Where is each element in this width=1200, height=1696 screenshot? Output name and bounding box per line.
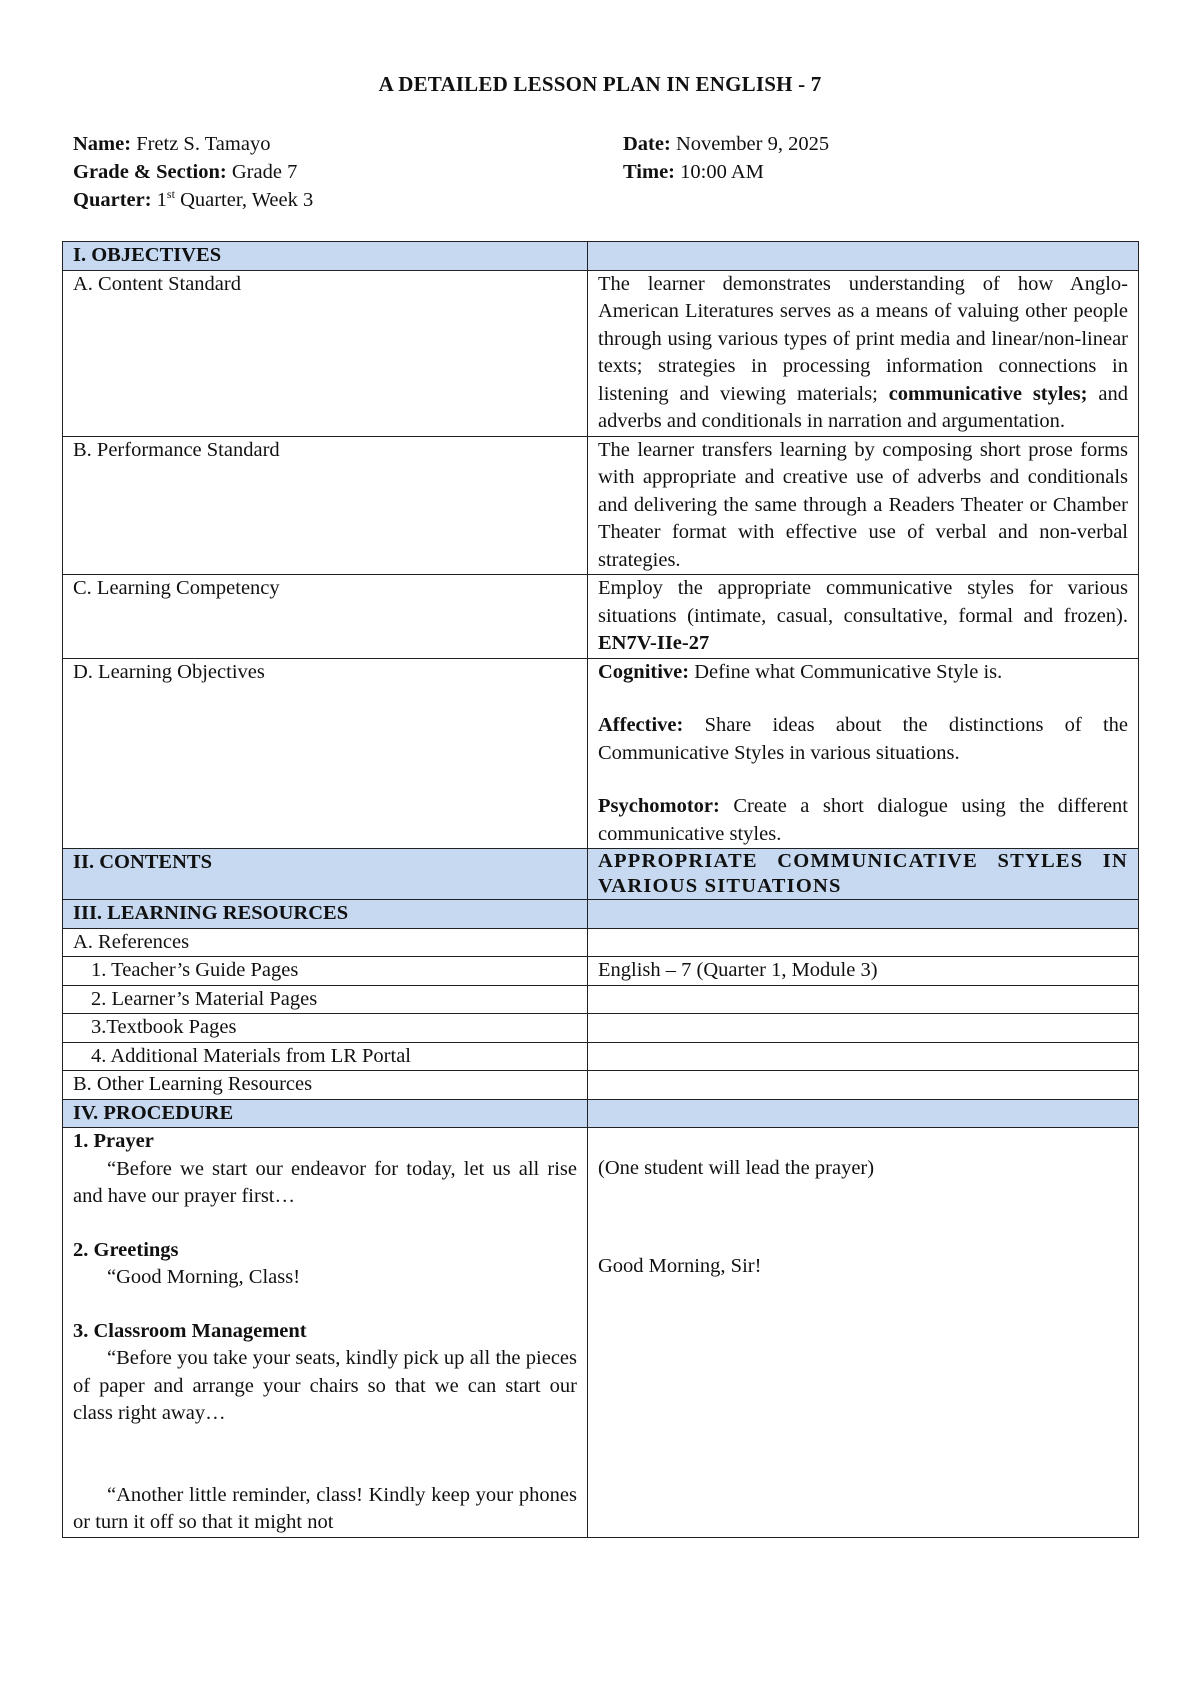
page-title: A DETAILED LESSON PLAN IN ENGLISH - 7 bbox=[378, 72, 822, 96]
cognitive-label: Cognitive: bbox=[598, 660, 690, 683]
additional-materials-blank bbox=[588, 1042, 1139, 1071]
affective-text: Share ideas about the distinctions of the Communicative Styles in various situations. bbox=[598, 714, 1128, 764]
cognitive-text: Define what Communicative Style is. bbox=[689, 660, 1003, 683]
objectives-header: I. OBJECTIVES bbox=[63, 242, 588, 271]
quarter-value: Quarter, Week 3 bbox=[174, 189, 314, 211]
textbook-label: 3.Textbook Pages bbox=[63, 1014, 588, 1043]
procedure-header-blank bbox=[588, 1099, 1139, 1128]
resources-header-blank bbox=[588, 900, 1139, 929]
management-title-text: 3. Classroom Management bbox=[73, 1319, 307, 1342]
quarter-num: 1 bbox=[151, 189, 167, 211]
psychomotor-objective bbox=[598, 793, 1128, 848]
info-right bbox=[623, 130, 829, 186]
objectives-header-blank bbox=[588, 242, 1139, 271]
time-label: Time: bbox=[623, 161, 676, 183]
references-label: A. References bbox=[63, 928, 588, 957]
procedure-header: IV. PROCEDURE bbox=[63, 1099, 588, 1128]
spacer bbox=[598, 1183, 1128, 1253]
name-value: Fretz S. Tamayo bbox=[131, 133, 271, 155]
other-resources-row bbox=[63, 1071, 1139, 1100]
references-blank bbox=[588, 928, 1139, 957]
date-value: November 9, 2025 bbox=[670, 133, 830, 155]
content-standard-bold: communicative styles; bbox=[888, 382, 1088, 405]
learners-material-row bbox=[63, 985, 1139, 1014]
procedure-body-row bbox=[63, 1128, 1139, 1538]
content-standard-row bbox=[63, 270, 1139, 436]
learning-objectives-label: D. Learning Objectives bbox=[63, 658, 588, 849]
time-value: 10:00 AM bbox=[675, 161, 764, 183]
prayer-text: “Before we start our endeavor for today, let us all rise and have our prayer first… bbox=[73, 1157, 577, 1207]
performance-standard-label: B. Performance Standard bbox=[63, 436, 588, 575]
management-title bbox=[73, 1318, 577, 1346]
contents-header: II. CONTENTS bbox=[63, 849, 588, 900]
content-standard-text-a: The learner demonstrates understanding of how Anglo-American Literatures serves as a means of valuing other people through using various types of print media and linear/non-linear texts; strategies in processing information connections in listening and viewing materials; bbox=[598, 272, 1128, 405]
references-row bbox=[63, 928, 1139, 957]
grade-value: Grade 7 bbox=[226, 161, 298, 183]
greetings-response: Good Morning, Sir! bbox=[598, 1254, 762, 1277]
additional-materials-label: 4. Additional Materials from LR Portal bbox=[63, 1042, 588, 1071]
spacer bbox=[598, 1128, 1128, 1155]
learners-material-blank bbox=[588, 985, 1139, 1014]
content-standard-label: A. Content Standard bbox=[63, 270, 588, 436]
resources-header: III. LEARNING RESOURCES bbox=[63, 900, 588, 929]
learning-objectives-row bbox=[63, 658, 1139, 849]
quarter-line bbox=[73, 186, 313, 214]
content-standard-value bbox=[588, 270, 1139, 436]
name-line bbox=[73, 130, 313, 158]
info-left bbox=[73, 130, 313, 214]
psychomotor-text: Create a short dialogue using the different communicative styles. bbox=[598, 795, 1128, 845]
cognitive-objective bbox=[598, 659, 1128, 687]
learning-competency-value bbox=[588, 575, 1139, 659]
teachers-guide-value: English – 7 (Quarter 1, Module 3) bbox=[588, 957, 1139, 986]
other-resources-blank bbox=[588, 1071, 1139, 1100]
date-label: Date: bbox=[623, 133, 671, 155]
performance-standard-row bbox=[63, 436, 1139, 575]
date-line bbox=[623, 130, 829, 158]
greetings-title-text: 2. Greetings bbox=[73, 1238, 179, 1261]
greetings-text: “Good Morning, Class! bbox=[107, 1266, 301, 1288]
affective-label: Affective: bbox=[598, 714, 684, 736]
name-label: Name: bbox=[73, 133, 132, 155]
greetings-title bbox=[73, 1237, 577, 1265]
learning-competency-text: Employ the appropriate communicative styles for various situations (intimate, casual, consultative, formal and frozen). bbox=[598, 577, 1128, 627]
spacer bbox=[598, 767, 1128, 793]
time-line bbox=[623, 158, 829, 186]
prayer-title bbox=[73, 1128, 577, 1156]
textbook-blank bbox=[588, 1014, 1139, 1043]
learning-competency-label: C. Learning Competency bbox=[63, 575, 588, 659]
reminder-text: “Another little reminder, class! Kindly keep your phones or turn it off so that it might not bbox=[73, 1483, 577, 1533]
spacer bbox=[73, 1428, 577, 1482]
quarter-sup: st bbox=[166, 187, 175, 202]
teacher-activity bbox=[63, 1128, 588, 1538]
quarter-label: Quarter: bbox=[73, 189, 152, 211]
additional-materials-row bbox=[63, 1042, 1139, 1071]
contents-header-row bbox=[63, 849, 1139, 900]
performance-standard-value: The learner transfers learning by composing short prose forms with appropriate and creative use of adverbs and conditionals and delivering the same through a Readers Theater or Chamber Theater format with effective use of verbal and non-verbal strategies. bbox=[588, 436, 1139, 575]
resources-header-row bbox=[63, 900, 1139, 929]
grade-line bbox=[73, 158, 313, 186]
spacer bbox=[598, 686, 1128, 712]
objectives-header-row bbox=[63, 242, 1139, 271]
management-text: “Before you take your seats, kindly pick up all the pieces of paper and arrange your chairs so that we can start our class right away… bbox=[73, 1347, 577, 1424]
contents-value: APPROPRIATE COMMUNICATIVE STYLES IN VARIOUS SITUATIONS bbox=[588, 849, 1139, 900]
other-resources-label: B. Other Learning Resources bbox=[63, 1071, 588, 1100]
prayer-response: (One student will lead the prayer) bbox=[598, 1157, 875, 1179]
affective-objective bbox=[598, 712, 1128, 767]
textbook-row bbox=[63, 1014, 1139, 1043]
spacer bbox=[73, 1292, 577, 1318]
psychomotor-label: Psychomotor: bbox=[598, 795, 720, 817]
teachers-guide-label: 1. Teacher’s Guide Pages bbox=[63, 957, 588, 986]
teachers-guide-row bbox=[63, 957, 1139, 986]
student-activity bbox=[588, 1128, 1139, 1538]
prayer-title-text: 1. Prayer bbox=[73, 1130, 154, 1152]
learning-competency-code: EN7V-IIe-27 bbox=[598, 632, 710, 654]
spacer bbox=[73, 1211, 577, 1237]
grade-label: Grade & Section: bbox=[73, 161, 227, 183]
lesson-plan-table bbox=[62, 241, 1139, 1538]
procedure-header-row bbox=[63, 1099, 1139, 1128]
learning-objectives-value bbox=[588, 658, 1139, 849]
content-standard-text-b: and adverbs and conditionals in narration and argumentation. bbox=[598, 382, 1128, 432]
learning-competency-row bbox=[63, 575, 1139, 659]
learners-material-label: 2. Learner’s Material Pages bbox=[63, 985, 588, 1014]
